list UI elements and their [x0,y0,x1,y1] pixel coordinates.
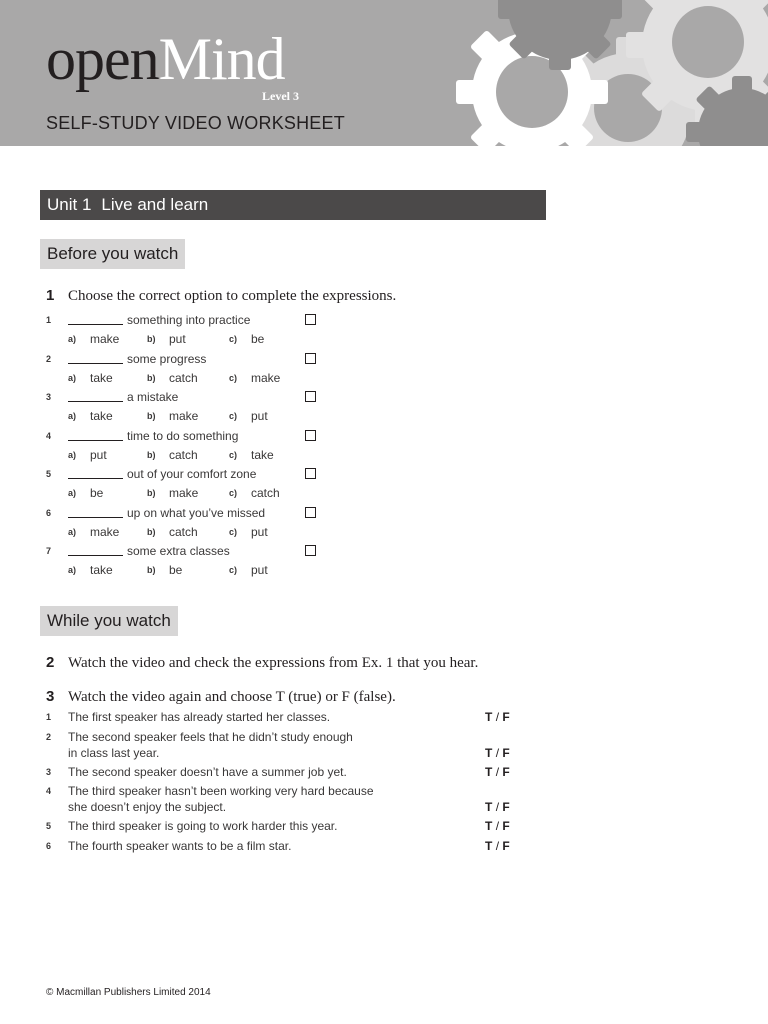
exercise-1-heading [46,287,396,305]
answer-blank[interactable] [68,401,123,402]
answer-checkbox[interactable] [305,353,316,364]
false-option[interactable]: F [502,800,510,814]
option-word[interactable]: catch [169,448,198,462]
logo-mind: Mind [158,26,285,92]
options-row [0,332,400,348]
answer-checkbox[interactable] [305,314,316,325]
answer-checkbox[interactable] [305,468,316,479]
answer-blank[interactable] [68,478,123,479]
option-letter: b) [147,450,156,460]
statement-item [0,710,560,726]
true-option[interactable]: T [485,746,493,760]
expression-text: a mistake [127,390,179,404]
separator: / [495,765,500,779]
exercise-number: 3 [46,688,55,705]
option-word[interactable]: put [169,332,186,346]
option-word[interactable]: be [90,486,104,500]
expression-text: some progress [127,352,207,366]
option-word[interactable]: make [251,371,281,385]
worksheet-title: SELF-STUDY VIDEO WORKSHEET [46,113,345,133]
separator: / [495,839,500,853]
option-word[interactable]: catch [251,486,280,500]
true-option[interactable]: T [485,765,493,779]
expression-item [0,352,400,368]
answer-blank[interactable] [68,440,123,441]
option-letter: a) [68,488,77,498]
option-word[interactable]: put [90,448,107,462]
option-letter: a) [68,411,77,421]
option-word[interactable]: make [169,409,199,423]
separator: / [495,710,500,724]
exercise-instruction: Watch the video again and choose T (true) or F (false). [68,689,396,705]
option-letter: a) [68,450,77,460]
option-letter: c) [229,565,238,575]
option-word[interactable]: take [251,448,274,462]
statement-text: The fourth speaker wants to be a film star. [68,839,292,853]
answer-blank[interactable] [68,517,123,518]
option-letter: b) [147,565,156,575]
option-word[interactable]: catch [169,371,198,385]
option-letter: c) [229,450,238,460]
expression-text: out of your comfort zone [127,467,257,481]
item-number: 2 [46,354,52,364]
options-row [0,486,400,502]
option-letter: b) [147,411,156,421]
option-letter: c) [229,334,238,344]
option-letter: a) [68,373,77,383]
true-false-choice [485,800,510,814]
item-number: 6 [46,508,52,518]
option-word[interactable]: make [90,525,120,539]
false-option[interactable]: F [502,819,510,833]
expression-item [0,390,400,406]
item-number: 3 [46,392,52,402]
exercise-number: 2 [46,654,55,671]
option-word[interactable]: take [90,371,113,385]
option-letter: a) [68,565,77,575]
section-while-you-watch: While you watch [40,606,178,636]
option-letter: a) [68,334,77,344]
expression-item [0,429,400,445]
false-option[interactable]: F [502,746,510,760]
answer-blank[interactable] [68,363,123,364]
true-option[interactable]: T [485,819,493,833]
copyright: © Macmillan Publishers Limited 2014 [46,987,211,998]
option-word[interactable]: make [169,486,199,500]
item-number: 6 [46,841,52,851]
statement-item [0,839,560,855]
separator: / [495,819,500,833]
item-number: 1 [46,315,52,325]
option-letter: c) [229,488,238,498]
unit-number: Unit 1 [47,195,92,214]
unit-bar [40,190,546,220]
statement-item [0,819,560,835]
true-false-choice [485,710,510,724]
item-number: 4 [46,786,52,796]
options-row [0,563,400,579]
expression-text: some extra classes [127,544,230,558]
item-number: 5 [46,469,52,479]
option-letter: b) [147,488,156,498]
options-row [0,409,400,425]
expression-item [0,506,400,522]
expression-item [0,313,400,329]
option-letter: c) [229,527,238,537]
expression-text: time to do something [127,429,239,443]
section-before-you-watch: Before you watch [40,239,185,269]
item-number: 1 [46,712,52,722]
option-letter: b) [147,373,156,383]
exercise-3-heading [46,688,396,706]
answer-blank[interactable] [68,324,123,325]
option-letter: c) [229,411,238,421]
option-letter: c) [229,373,238,383]
true-false-choice [485,839,510,853]
statement-text: The second speaker doesn’t have a summer job yet. [68,765,347,779]
exercise-2-heading [46,654,478,672]
statement-text: she doesn’t enjoy the subject. [68,800,227,814]
true-option[interactable]: T [485,839,493,853]
statement-item [0,765,560,781]
statement-text: The first speaker has already started her classes. [68,710,331,724]
false-option[interactable]: F [502,839,510,853]
answer-checkbox[interactable] [305,430,316,441]
answer-checkbox[interactable] [305,507,316,518]
expression-text: up on what you’ve missed [127,506,266,520]
statement-text: The second speaker feels that he didn’t study enough [68,730,353,744]
false-option[interactable]: F [502,710,510,724]
true-option[interactable]: T [485,710,493,724]
option-word[interactable]: put [251,525,268,539]
expression-item [0,467,400,483]
exercise-instruction: Watch the video and check the expressions from Ex. 1 that you hear. [68,655,479,671]
logo-open: open [46,26,159,92]
option-letter: b) [147,527,156,537]
expression-text: something into practice [127,313,251,327]
options-row [0,448,400,464]
false-option[interactable]: F [502,765,510,779]
unit-name: Live and learn [101,195,209,214]
option-word[interactable]: catch [169,525,198,539]
true-false-choice [485,765,510,779]
statement-item [0,784,560,815]
option-word[interactable]: make [90,332,120,346]
statement-text: in class last year. [68,746,160,760]
options-row [0,371,400,387]
item-number: 7 [46,546,52,556]
item-number: 2 [46,732,52,742]
separator: / [495,800,500,814]
true-false-choice [485,746,510,760]
level-label: Level 3 [262,89,299,103]
separator: / [495,746,500,760]
options-row [0,525,400,541]
exercise-number: 1 [46,287,55,304]
option-word[interactable]: put [251,563,268,577]
header-banner [0,0,768,146]
answer-checkbox[interactable] [305,391,316,402]
expression-item [0,544,400,560]
true-option[interactable]: T [485,800,493,814]
answer-checkbox[interactable] [305,545,316,556]
item-number: 4 [46,431,52,441]
true-false-choice [485,819,510,833]
option-word[interactable]: take [90,563,113,577]
item-number: 3 [46,767,52,777]
option-letter: a) [68,527,77,537]
option-word[interactable]: be [251,332,265,346]
option-word[interactable]: take [90,409,113,423]
option-word[interactable]: be [169,563,183,577]
statement-text: The third speaker hasn’t been working very hard because [68,784,374,798]
item-number: 5 [46,821,52,831]
option-word[interactable]: put [251,409,268,423]
statement-item [0,730,560,761]
option-letter: b) [147,334,156,344]
statement-text: The third speaker is going to work harder this year. [68,819,338,833]
answer-blank[interactable] [68,555,123,556]
logo [46,26,285,92]
exercise-instruction: Choose the correct option to complete the expressions. [68,288,397,304]
